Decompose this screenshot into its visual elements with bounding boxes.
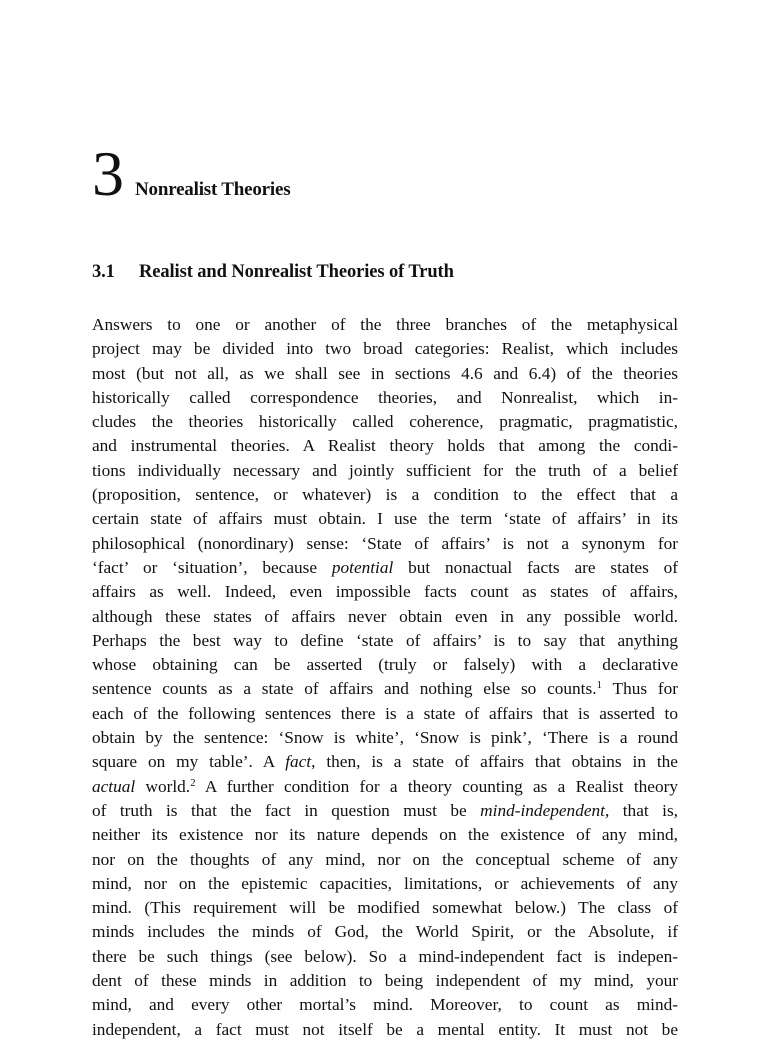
italic-term: potential — [331, 557, 394, 577]
text-line: project may be divided into two broad categories: Realist, which includes — [92, 339, 678, 359]
text-run: ‘fact’ or ‘situation’, because — [92, 557, 332, 577]
text-line: each of the following sentences there is a state of affairs that is asserted to — [92, 703, 678, 723]
text-run: Thus for — [602, 679, 679, 699]
chapter-title: Nonrealist Theories — [135, 179, 291, 200]
italic-term: fact — [285, 752, 312, 772]
text-line: dent of these minds in addition to being independent of my mind, your — [92, 971, 678, 991]
text-run: square on my table’. A — [92, 752, 286, 772]
text-line: certain state of affairs must obtain. I use the term ‘state of affairs’ in its — [92, 509, 678, 529]
text-line — [92, 750, 678, 774]
text-line: nor on the thoughts of any mind, nor on the conceptual scheme of any — [92, 849, 678, 869]
text-run: , then, is a state of affairs that obtains in the — [311, 752, 678, 772]
text-run: but nonactual facts are states of — [393, 557, 679, 577]
italic-term: mind-independent — [480, 800, 605, 820]
text-line: (proposition, sentence, or whatever) is a condition to the effect that a — [92, 485, 678, 505]
text-line: tions individually necessary and jointly sufficient for the truth of a belief — [92, 460, 678, 480]
text-line: historically called correspondence theories, and Nonrealist, which in- — [92, 387, 678, 407]
text-line: although these states of affairs never obtain even in any possible world. — [92, 606, 678, 626]
footnote-ref[interactable]: 1 — [596, 679, 603, 692]
text-line: Answers to one or another of the three branches of the metaphysical — [92, 315, 678, 334]
text-run: sentence counts as a state of affairs and nothing else so counts. — [92, 679, 597, 699]
chapter-number: 3 — [92, 138, 124, 209]
section-number: 3.1 — [92, 262, 115, 282]
body-paragraph — [92, 313, 678, 1042]
text-line: cludes the theories historically called coherence, pragmatic, pragmatistic, — [92, 412, 678, 432]
text-line: philosophical (nonordinary) sense: ‘State of affairs’ is not a synonym for — [92, 533, 678, 553]
text-line: Perhaps the best way to define ‘state of affairs’ is to say that anything — [92, 630, 678, 650]
text-line: most (but not all, as we shall see in sections 4.6 and 6.4) of the theories — [92, 363, 678, 383]
text-line: mind, nor on the epistemic capacities, limitations, or achievements of any — [92, 873, 678, 893]
text-line: neither its existence nor its nature depends on the existence of any mind, — [92, 825, 678, 845]
text-line — [92, 775, 678, 799]
text-line: and instrumental theories. A Realist theory holds that among the condi- — [92, 436, 678, 456]
section-heading — [92, 262, 454, 283]
text-line: independent, a fact must not itself be a mental entity. It must not be — [92, 1019, 678, 1039]
section-title: Realist and Nonrealist Theories of Truth — [139, 262, 454, 282]
text-run: of truth is that the fact in question must be — [92, 800, 481, 820]
text-line: mind, and every other mortal’s mind. Moreover, to count as mind- — [92, 995, 678, 1015]
text-line: obtain by the sentence: ‘Snow is white’, ‘Snow is pink’, ‘There is a round — [92, 728, 678, 748]
text-line: mind. (This requirement will be modified somewhat below.) The class of — [92, 898, 678, 918]
text-line — [92, 799, 678, 823]
text-line — [92, 556, 678, 580]
text-line: whose obtaining can be asserted (truly or falsely) with a declarative — [92, 655, 678, 675]
text-run: A further condition for a theory counting as a Realist theory — [195, 776, 678, 796]
chapter-heading — [92, 138, 291, 209]
text-line: minds includes the minds of God, the World Spirit, or the Absolute, if — [92, 922, 678, 942]
italic-term: actual — [92, 776, 136, 796]
text-line — [92, 677, 678, 701]
text-run: world. — [135, 776, 191, 796]
text-run: , that is, — [604, 800, 678, 820]
text-line: affairs as well. Indeed, even impossible facts count as states of affairs, — [92, 582, 678, 602]
footnote-ref[interactable]: 2 — [190, 776, 196, 789]
text-line: there be such things (see below). So a mind-independent fact is indepen- — [92, 946, 678, 966]
